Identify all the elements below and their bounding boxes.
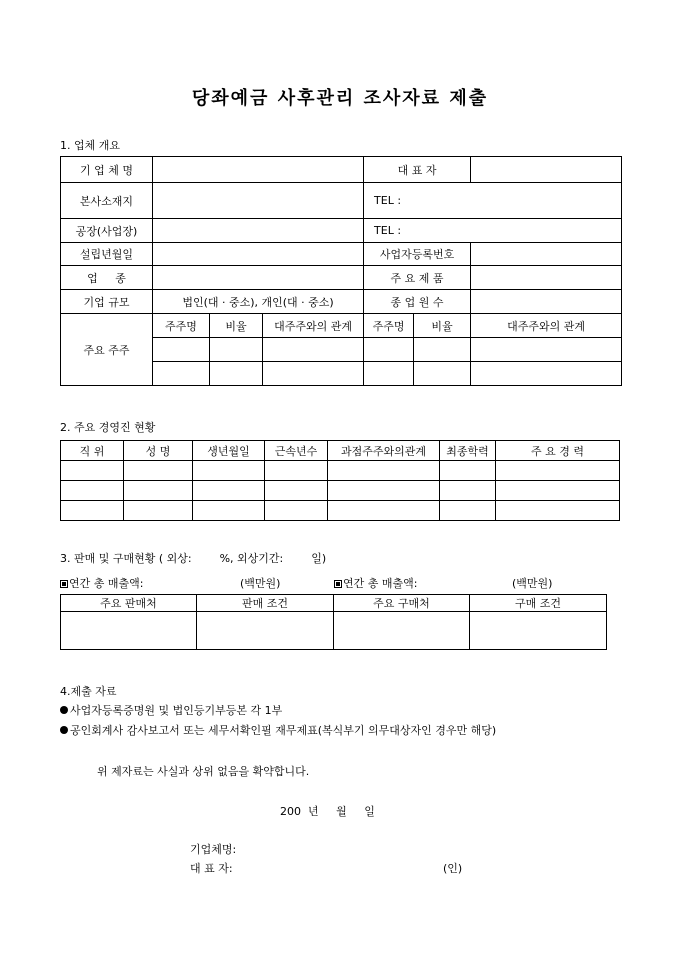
col-main-customers: 주요 판매처	[61, 595, 197, 612]
employees-field[interactable]	[471, 290, 622, 314]
table-row	[61, 612, 607, 650]
bullet-icon	[60, 706, 68, 714]
sh-col-relation-2: 대주주와의 관계	[471, 314, 622, 338]
table-row	[61, 501, 620, 521]
founded-field[interactable]	[153, 243, 364, 266]
representative-field[interactable]	[471, 157, 622, 183]
pledge-text: 위 제자료는 사실과 상위 없음을 확약합니다.	[97, 765, 310, 778]
employees-label: 종 업 원 수	[364, 290, 471, 314]
sales-purchase-table	[60, 594, 607, 650]
exec-col-name: 성 명	[124, 441, 193, 461]
sh-cell[interactable]	[364, 362, 414, 386]
bizno-field[interactable]	[471, 243, 622, 266]
date-line[interactable]: 200 년 월 일	[280, 805, 375, 818]
hq-field[interactable]	[153, 183, 364, 219]
sh-cell[interactable]	[263, 338, 364, 362]
sh-cell[interactable]	[364, 338, 414, 362]
section1-heading: 1. 업체 개요	[60, 139, 120, 152]
exec-col-career: 주 요 경 력	[496, 441, 620, 461]
scale-value[interactable]: 법인(대 · 중소), 개인(대 · 중소)	[153, 290, 364, 314]
sh-col-ratio: 비율	[210, 314, 263, 338]
rep-sign-label: 대 표 자:	[190, 862, 233, 875]
sh-col-name-2: 주주명	[364, 314, 414, 338]
sh-cell[interactable]	[414, 338, 471, 362]
sh-cell[interactable]	[471, 338, 622, 362]
bullet-icon	[60, 726, 68, 734]
checkbox-icon	[60, 580, 68, 588]
exec-col-education: 최종학력	[440, 441, 496, 461]
sh-cell[interactable]	[414, 362, 471, 386]
sh-col-name: 주주명	[153, 314, 210, 338]
exec-col-relation: 과점주주와의관계	[328, 441, 440, 461]
annual-purchase-unit: (백만원)	[512, 577, 553, 590]
industry-field[interactable]	[153, 266, 364, 290]
factory-label: 공장(사업장)	[61, 219, 153, 243]
shareholders-label: 주요 주주	[61, 314, 153, 386]
factory-tel-label[interactable]: TEL :	[364, 219, 622, 243]
sh-cell[interactable]	[210, 338, 263, 362]
annual-purchase-label: 연간 총 매출액:	[334, 575, 417, 591]
exec-col-tenure: 근속년수	[265, 441, 328, 461]
sh-cell[interactable]	[153, 362, 210, 386]
annual-sales-label: 연간 총 매출액:	[60, 575, 143, 591]
section3-heading: 3. 판매 및 구매현황 ( 외상: %, 외상기간: 일)	[60, 552, 327, 565]
hq-label: 본사소재지	[61, 183, 153, 219]
table-row	[61, 481, 620, 501]
hq-tel-label[interactable]: TEL :	[364, 183, 622, 219]
company-name-label: 기 업 체 명	[61, 157, 153, 183]
company-sign-label: 기업체명:	[190, 843, 237, 856]
col-main-suppliers: 주요 구매처	[334, 595, 470, 612]
sh-col-relation: 대주주와의 관계	[263, 314, 364, 338]
sh-cell[interactable]	[263, 362, 364, 386]
representative-label: 대 표 자	[364, 157, 471, 183]
table-row	[61, 461, 620, 481]
founded-label: 설립년월일	[61, 243, 153, 266]
page-title: 당좌예금 사후관리 조사자료 제출	[191, 88, 489, 109]
document-item-2: 공인회계사 감사보고서 또는 세무서확인필 재무제표(복식부기 의무대상자인 경우만 해당)	[60, 722, 496, 738]
exec-col-birth: 생년월일	[193, 441, 265, 461]
col-sales-terms: 판매 조건	[197, 595, 334, 612]
exec-col-position: 직 위	[61, 441, 124, 461]
section4-heading: 4.제출 자료	[60, 685, 117, 698]
bizno-label: 사업자등록번호	[364, 243, 471, 266]
col-purchase-terms: 구매 조건	[470, 595, 607, 612]
scale-label: 기업 규모	[61, 290, 153, 314]
factory-field[interactable]	[153, 219, 364, 243]
executives-table	[60, 440, 620, 521]
sh-col-ratio-2: 비율	[414, 314, 471, 338]
industry-label: 업 종	[61, 266, 153, 290]
document-item-1: 사업자등록증명원 및 법인등기부등본 각 1부	[60, 702, 282, 718]
seal-mark: (인)	[443, 862, 463, 875]
products-label: 주 요 제 품	[364, 266, 471, 290]
sh-cell[interactable]	[471, 362, 622, 386]
section2-heading: 2. 주요 경영진 현황	[60, 421, 156, 434]
products-field[interactable]	[471, 266, 622, 290]
company-overview-table	[60, 156, 622, 386]
sh-cell[interactable]	[210, 362, 263, 386]
checkbox-icon	[334, 580, 342, 588]
sh-cell[interactable]	[153, 338, 210, 362]
annual-sales-unit: (백만원)	[240, 577, 281, 590]
company-name-field[interactable]	[153, 157, 364, 183]
